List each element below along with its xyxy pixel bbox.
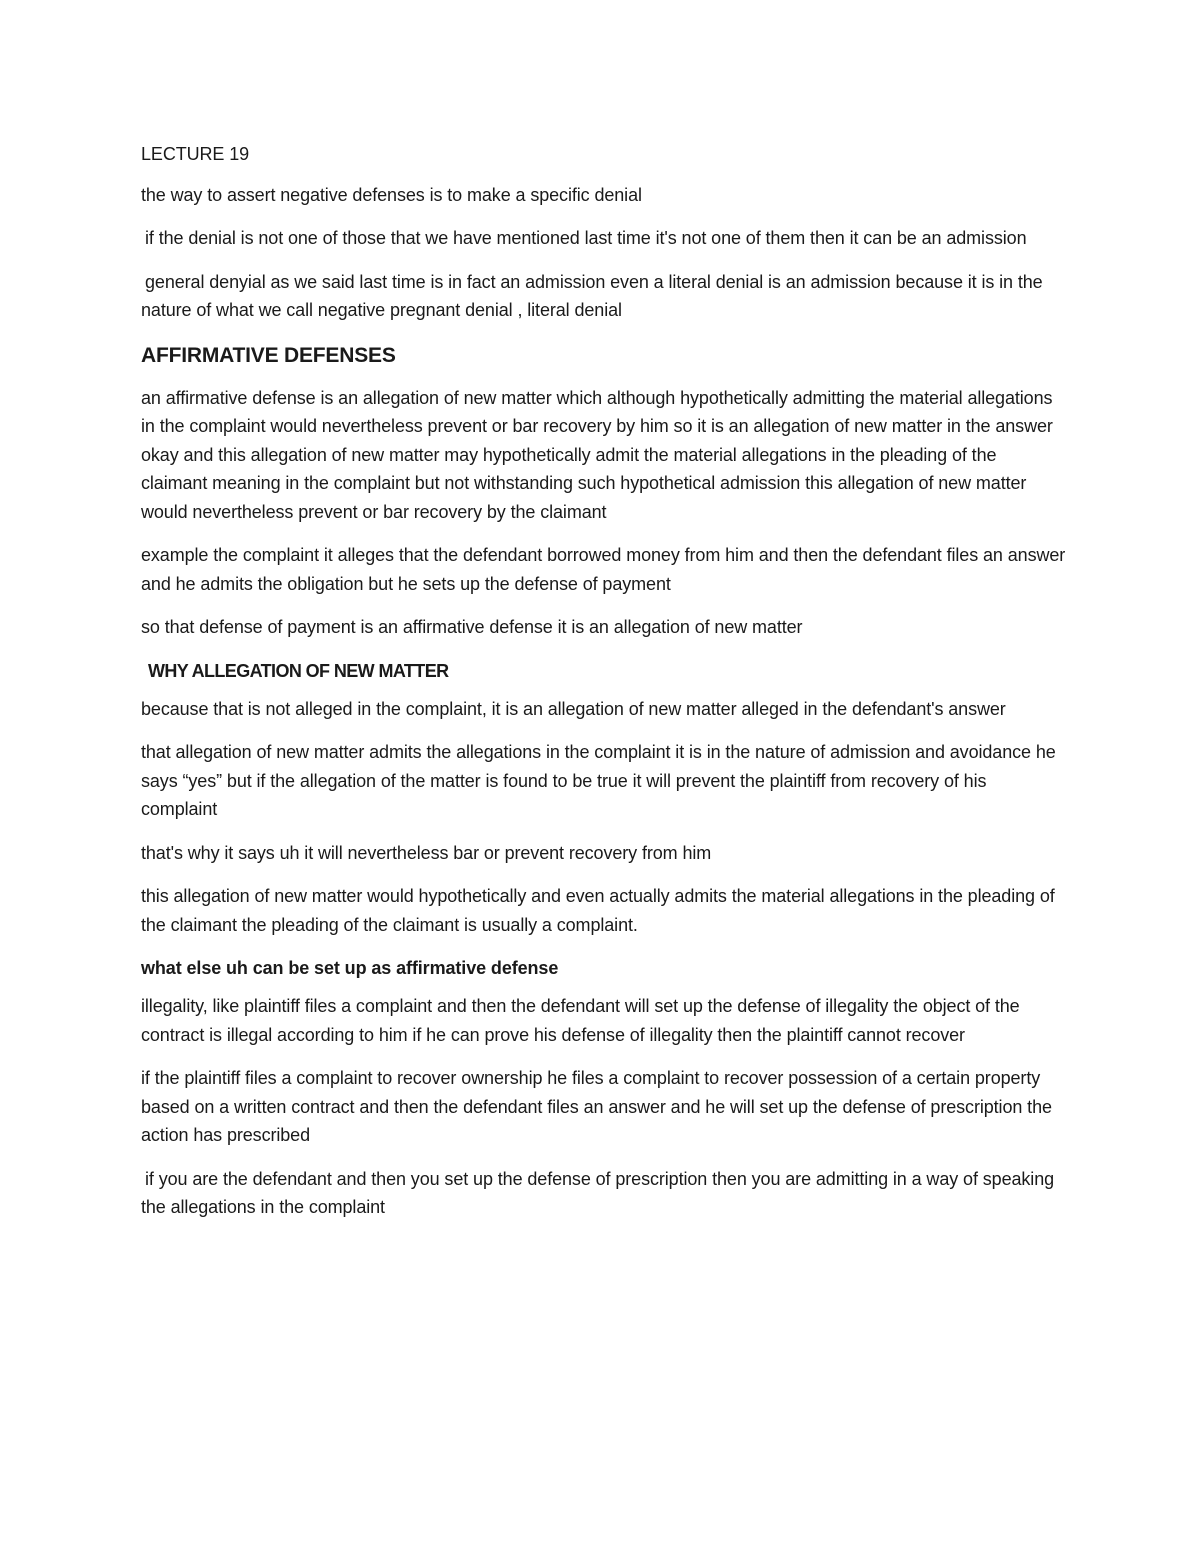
paragraph: this allegation of new matter would hypothetically and even actually admits the material allegations in the pleading of the claimant the pleading of the claimant is usually a complaint. [141,886,1055,935]
paragraph: an affirmative defense is an allegation of new matter which although hypothetically admitting the material allegations in the complaint would nevertheless prevent or bar recovery by him so it is an allegation of new matter in the answer okay and this allegation of new matter may hypothetically admit the material allegations in the pleading of the claimant meaning in the complaint but not withstanding such hypothetical admission this allegation of new matter would nevertheless prevent or bar recovery by the claimant [141,387,1053,522]
paragraph: example the complaint it alleges that the defendant borrowed money from him and then the defendant files an answer and he admits the obligation but he sets up the defense of payment [141,545,1066,594]
paragraph: if the denial is not one of those that we have mentioned last time it's not one of them then it can be an admission [145,228,1027,248]
paragraph: general denyial as we said last time is in fact an admission even a literal denial is an admission because it is in the nature of what we call negative pregnant denial , literal denial [141,271,1043,320]
lecture-title: LECTURE 19 [141,144,250,164]
paragraph: if you are the defendant and then you set up the defense of prescription then you are admitting in a way of speaking the allegations in the complaint [141,1168,1055,1217]
document-body [141,140,1066,1237]
paragraph: the way to assert negative defenses is to make a specific denial [141,184,642,205]
heading-why-allegation: WHY ALLEGATION OF NEW MATTER [148,660,449,681]
paragraph: that's why it says uh it will nevertheless bar or prevent recovery from him [141,842,712,863]
paragraph: illegality, like plaintiff files a complaint and then the defendant will set up the defense of illegality the object of the contract is illegal according to him if he can prove his defense of illegality then the plaintiff cannot recover [141,996,1020,1045]
paragraph: if the plaintiff files a complaint to recover ownership he files a complaint to recover possession of a certain property based on a written contract and then the defendant files an answer and he will set up the defense of prescription the action has prescribed [141,1068,1052,1145]
paragraph: so that defense of payment is an affirmative defense it is an allegation of new matter [141,617,803,637]
paragraph: that allegation of new matter admits the allegations in the complaint it is in the nature of admission and avoidance he says “yes” but if the allegation of the matter is found to be true it will prevent the plaintiff from recovery of his complaint [141,742,1056,819]
heading-what-else: what else uh can be set up as affirmative defense [141,958,559,978]
heading-affirmative-defenses: AFFIRMATIVE DEFENSES [141,343,396,367]
paragraph: because that is not alleged in the complaint, it is an allegation of new matter alleged in the defendant's answer [141,698,1006,719]
